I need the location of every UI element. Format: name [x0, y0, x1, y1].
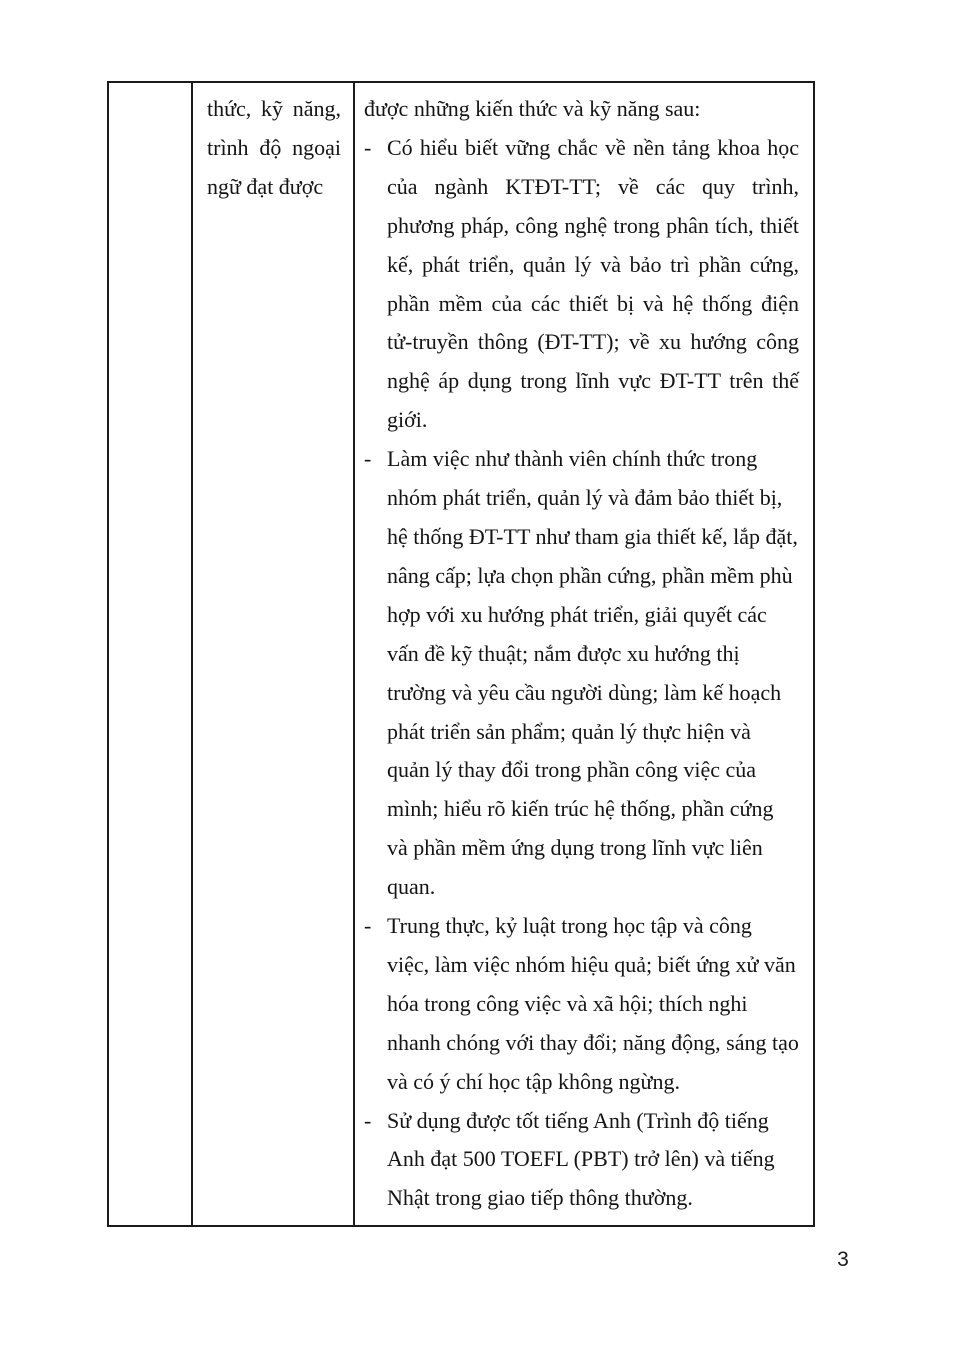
bullet-item [355, 129, 799, 440]
table-cell-row-label: thức, kỹ năng, trình độ ngoại ngữ đạt được [193, 83, 355, 1225]
bullet-item [355, 440, 799, 907]
table-cell-description [355, 83, 813, 1225]
table-cell-empty [109, 83, 193, 1225]
bullet-item [355, 1102, 799, 1219]
bullet-item [355, 907, 799, 1102]
description-intro-text: được những kiến thức và kỹ năng sau: [364, 96, 701, 121]
page-number: 3 [837, 1248, 849, 1271]
bullet-text: Làm việc như thành viên chính thức trong nhóm phát triển, quản lý và đảm bảo thiết bị, hệ thống ĐT-TT như tham gia thiết kế, lắp đặt, nâng cấp; lựa chọn phần cứng, phần mềm phù hợp với xu hướng phát triển, giải quyết các vấn đề kỹ thuật; nắm được xu hướng thị trường và yêu cầu người dùng; làm kế hoạch phát triển sản phẩm; quản lý thực hiện và quản lý thay đổi trong phần công việc của mình; hiểu rõ kiến trúc hệ thống, phần cứng và phần mềm ứng dụng trong lĩnh vực liên quan. [387, 446, 798, 900]
bullet-marker: - [364, 1107, 372, 1133]
bullet-marker: - [364, 134, 372, 160]
bullet-text: Sử dụng được tốt tiếng Anh (Trình độ tiếng Anh đạt 500 TOEFL (PBT) trở lên) và tiếng Nhật trong giao tiếp thông thường. [387, 1107, 775, 1211]
bullet-marker: - [364, 913, 372, 939]
bullet-text: Trung thực, kỷ luật trong học tập và công việc, làm việc nhóm hiệu quả; biết ứng xử văn hóa trong công việc và xã hội; thích nghi nhanh chóng với thay đổi; năng động, sáng tạo và có ý chí học tập không ngừng. [387, 913, 799, 1094]
content-table [107, 81, 815, 1227]
bullet-marker: - [364, 446, 372, 472]
bullet-text: Có hiểu biết vững chắc về nền tảng khoa học của ngành KTĐT-TT; về các quy trình, phương pháp, công nghệ trong phân tích, thiết kế, phát triển, quản lý và bảo trì phần cứng, phần mềm của các thiết bị và hệ thống điện tử-truyền thông (ĐT-TT); về xu hướng công nghệ áp dụng trong lĩnh vực ĐT-TT trên thế giới. [387, 134, 799, 433]
